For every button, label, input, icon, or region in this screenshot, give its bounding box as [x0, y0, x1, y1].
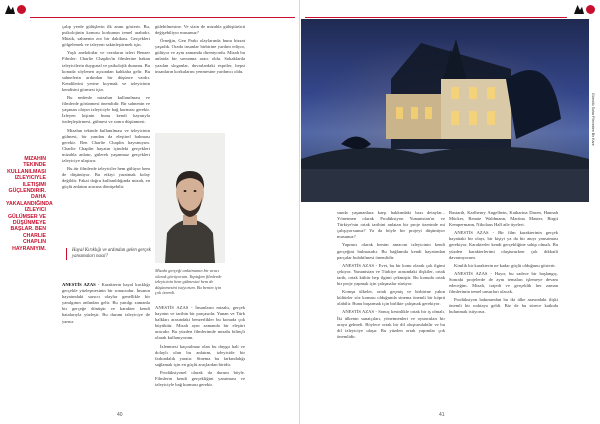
right-page — [300, 0, 600, 424]
paragraph: Yapımcı olarak benim amacım izleyicinin kendi gerçeğini bulmasıdır. Bu bağlamda kendi hayatından parçalar bulabilmesi önemlidir. — [337, 242, 445, 260]
paragraph: Bu nedenle mizahın kullanılması ve filmlerde görünmesi önemlidir. Bir sahnenin ve yaşanan olayın izleyiciyle bağ kurması gerekir. İzleyen kişinin bunu kendi hayatıyla özdeşleştirmesi, gülmesi ve sonra düşünmesi. — [62, 95, 150, 125]
right-column-2 — [449, 210, 558, 318]
left-column-2-bottom — [155, 305, 245, 390]
paragraph: Komşu ülkeler, ortak geçmiş ve birbirine yakın kültürler söz konusu olduğunda sinema önemli bir köprü olabilir. Bunu başarmak için birlikte çalışmak gerekiyor. — [337, 289, 445, 307]
header-rule — [305, 17, 567, 18]
answer-text: - Karakterin hayal kırıklığı gerçekle yüzleşmesinin bir sonucudur. İnsanın hayatındaki sarsıcı olaylar genellikle bir yanılgının ardından gelir. Bu yanılgı zamanla bir gerçeğe dönüşür ve karakter kendi hatalarıyla yüzleşir. Bu durum izleyiciye de yansır. — [62, 282, 151, 324]
paragraph: Mizahın tekinde kullanılması ve izleyicinin gülmesi, bir yandan da eleştirel bakması gerekir. Ben Charlie Chaplin hayranıyım. Charlie Chaplin hayatın içindeki gerçekleri mizahla anlatır, gülerek yaşanmaz gerçekleri izleyiciye ulaştırır. — [62, 127, 150, 163]
photo-credit: Gömülü Sırlar Filminden Bir Kare — [591, 93, 595, 146]
header-rule — [30, 17, 295, 18]
speaker-label: ANESTİS AZAS — [62, 282, 96, 287]
film-still-photo — [301, 19, 589, 202]
portrait-illustration — [155, 133, 225, 263]
page-number: 40 — [117, 412, 123, 418]
paragraph: Prodüksiyon bakımından bu iki ülke arasındaki ilişki önemli bir noktaya geldi. Biz de bu sürece katkıda bulunmak istiyoruz. — [449, 297, 558, 315]
paragraph: Örneğin, Gen Parkı olaylarında bunu bizzat yaşadık. Orada insanlar birbirine yardım ediyor, gülüyor ve aynı zamanda direniyordu. Mizah bu anlarda bir savunma aracı oldu. Sokaklarda yazılan sloganlar, duvarlardaki espriler, hepsi insanların korkularını yenmesine yardımcı oldu. — [155, 38, 245, 74]
logo-mark-icon — [5, 5, 15, 14]
paragraph: ANESTİS AZAS - Sonuç kesinlikle ortak bir iş olmalı. İki ülkenin sanatçıları, yönetmenleri ve oyuncuları bir araya gelmeli. Böylece ortak bir dil oluşturulabilir ve bu dil izleyiciye ulaşır. Bu yüzden ortak yapımlar çok önemlidir. — [337, 309, 445, 339]
paragraph: ANESTİS AZAS - Hayır, bu sadece bir başlangıç. Sonraki projelerde de aynı temaları işlemeye devam edeceğim. Mizah, trajedi ve gerçeklik her zaman filmlerimin temel unsurları olacak. — [449, 270, 558, 295]
paragraph: Bastarih, Karlhenry Angelhein, Katharina Dasen, Hannah Mücker, Renate Waldmann, Martina Mauter, Birgit Kempermann, Nikolaus Hall aile üyeleri. — [449, 210, 558, 228]
pull-quote: MIZAHIN TEKINDE KULLANILMASI IZLEYICIYLE ILETIŞIMI GÜÇLENDIRIR. DAHA YAKALANDIĞINDA IZLEYICI GÜLÜMSER VE DÜŞÜNMEYE BAŞLAR. BEN CHARLIE CHAPLIN HAYRANIYIM. — [6, 156, 53, 252]
paragraph: İzlenmesi kaçınılmaz olan bu duygu hali ve dolaylı olan bu anlatım, izleyicide bir farkındalık yaratır. Sinema bu farkındalığı sağlamak için en güçlü araçlardan biridir. — [155, 343, 245, 367]
paragraph: ANESTİS AZAS - Bir film karakterinin gerçek hayattaki bir olayı, bir kişiyi ya da bir anıyı yansıtması gerekiyor. Karakterler kendi gerçekliğine sahip olmalı. Bu yüzden karakterlerimi oluştururken çok dikkatli davranıyorum. — [449, 230, 558, 260]
paragraph: gülebilmesine. Ve sizin de mizahla gülüştürücü değişebiliyor musunuz? — [155, 24, 245, 36]
page-number: 41 — [439, 412, 445, 418]
magazine-logo — [5, 5, 26, 14]
paragraph: Yaşlı anekdotlar ve cezaların izleri Benzer Filmler: Charlie Chaplin'in filmlerine bakan izleyicilerin duygusal ve psikolojik durumu. Bu konuda söylenen açısından kahkaha gelir. Bu sahnelerin ardından bir düşünce vardır. Kendilerini yerine koymak ve izleyicinin kendisini görmesi için. — [62, 50, 150, 92]
left-column-1 — [62, 24, 150, 192]
paragraph: çalıp yerde gülüşlerin ilk anını gösterir. Bu, psikolojinin konusu korkunun temel arabıdır. Müzik, sahnenin zor bir dakikası. Gerçekleri gölgelemek ve izleyeni sakinleştirmek için. — [62, 24, 150, 48]
interview-question: Hayal Kırıklığı ve ardından gelen gerçek yansımaları nasıl? — [66, 248, 152, 260]
paragraph: sunda yaşananlara karşı hakkındaki bazı detaylar... Yönetmen olarak Prodüksiyon Yunanistan'ın ve Türkiye'nin ortak tarihini anlatan bir proje üzerinde mi çalışıyorsunuz? Ya da böyle bir projeyi düşünüyor musunuz? — [337, 210, 445, 240]
paragraph: Kimlik bir karakterin ne kadar güçlü olduğunu gösterir. — [454, 262, 556, 268]
mansion-night-illustration — [301, 19, 589, 202]
paragraph: Bu tür filmlerde izleyiciler hem gülüyor hem de düşünüyor. Bu etkiyi yaratmak kolay değildir. Fakat doğru kullanıldığında mizah, en güçlü anlatım aracına dönüşebilir. — [62, 166, 150, 190]
logo-dot-icon — [586, 5, 595, 14]
left-column-2 — [155, 24, 245, 77]
paragraph: ANESTİS AZAS - İnsanların mizahı, gerçek hayatın ve tarihin bir parçasıdır. Yunan ve Türk halkları arasındaki benzerlikler bu konuda çok büyüktür. Mizah aynı zamanda bir eleştiri aracıdır. Bu yüzden filmlerimde mizahı bilinçli olarak kullanıyorum. — [155, 305, 245, 341]
portrait-photo — [155, 133, 225, 263]
paragraph: ANESTİS AZAS - Evet, bu bir konu olarak çok ilgimi çekiyor. Yunanistan ve Türkiye arasındaki ilişkiler, ortak tarih, ortak kültür hep ilgimi çekmiştir. Bu konuda ortak bir proje yapmak için çalışmalar sürüyor. — [337, 262, 445, 287]
left-answer-block — [62, 282, 150, 327]
paragraph: Prodüksiyonel olarak da durum böyle. Filmlerin kendi gerçekliğini yaratması ve izleyiciyle bağ kurması gerekir. — [155, 369, 245, 388]
portrait-caption: Mizahı gerçeği anlatmanın bir aracı olarak görüyorum. Yaptığım filmlerde izleyicinin hem gülmesini hem de düşünmesini istiyorum. Bu benim için çok önemli. — [155, 268, 222, 296]
logo-mark-icon — [574, 5, 584, 14]
right-column-1 — [337, 210, 445, 342]
logo-dot-icon — [17, 5, 26, 14]
magazine-logo — [574, 5, 595, 14]
